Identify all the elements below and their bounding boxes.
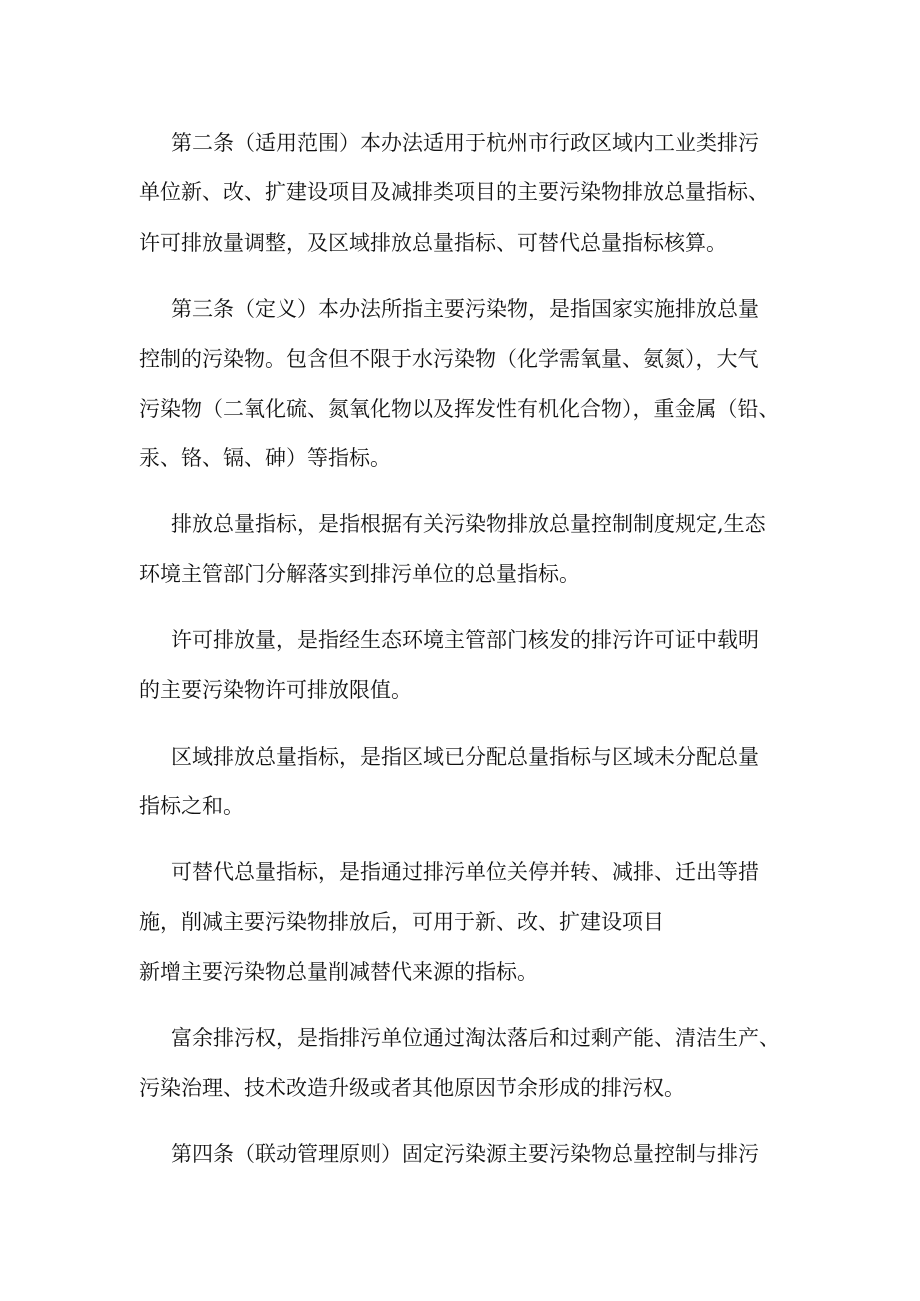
text-line: 汞、铬、镉、砷）等指标。 [139, 446, 391, 470]
text-line: 的主要污染物许可排放限值。 [139, 678, 412, 702]
text-line: 新增主要污染物总量削减替代来源的指标。 [139, 960, 538, 984]
text-line: 排放总量指标，是指根据有关污染物排放总量控制制度规定,生态 [171, 512, 766, 536]
text-line: 可替代总量指标，是指通过排污单位关停并转、减排、迁出等措 [171, 860, 759, 884]
text-line: 环境主管部门分解落实到排污单位的总量指标。 [139, 562, 580, 586]
text-line: 污染物（二氧化硫、氮氧化物以及挥发性有机化合物），重金属（铅、 [139, 397, 780, 421]
text-line: 许可排放量，是指经生态环境主管部门核发的排污许可证中载明 [171, 628, 759, 652]
text-line: 第四条（联动管理原则）固定污染源主要污染物总量控制与排污 [171, 1142, 759, 1166]
text-line: 富余排污权，是指排污单位通过淘汰落后和过剩产能、清洁生产、 [171, 1026, 780, 1050]
text-line: 第三条（定义）本办法所指主要污染物，是指国家实施排放总量 [171, 297, 759, 321]
text-line: 第二条（适用范围）本办法适用于杭州市行政区域内工业类排污 [171, 131, 759, 155]
text-line: 许可排放量调整，及区域排放总量指标、可替代总量指标核算。 [139, 231, 727, 255]
text-line: 控制的污染物。包含但不限于水污染物（化学需氧量、氨氮），大气 [139, 347, 759, 371]
text-line: 污染治理、技术改造升级或者其他原因节余形成的排污权。 [139, 1076, 685, 1100]
text-line: 指标之和。 [139, 794, 244, 818]
text-line: 区域排放总量指标，是指区域已分配总量指标与区域未分配总量 [171, 745, 759, 769]
text-line: 施，削减主要污染物排放后，可用于新、改、扩建设项目 [139, 910, 664, 934]
text-line: 单位新、改、扩建设项目及减排类项目的主要污染物排放总量指标、 [139, 180, 769, 204]
